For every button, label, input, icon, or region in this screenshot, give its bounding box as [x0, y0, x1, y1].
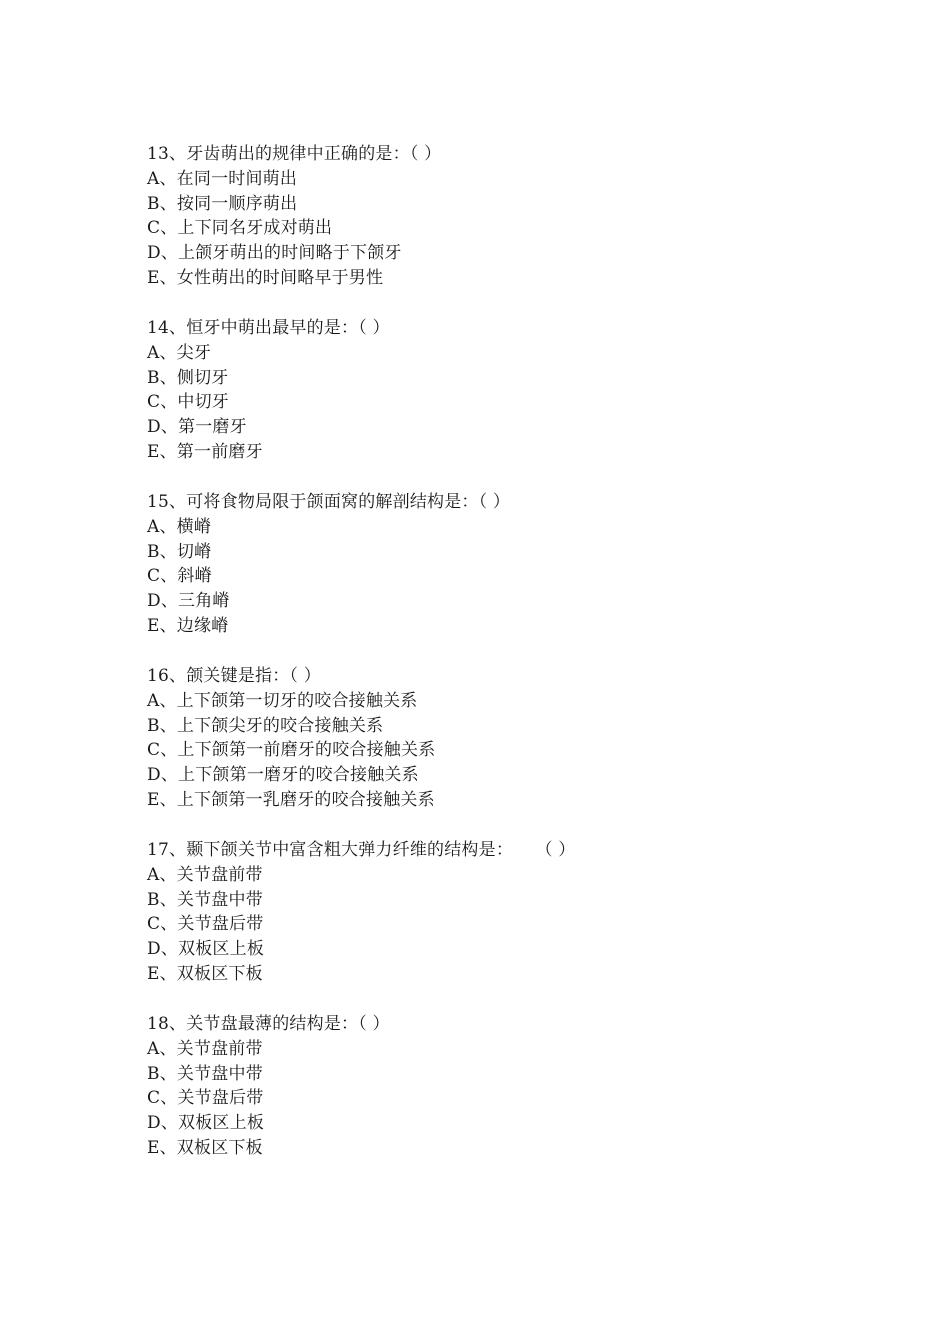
question-stem: 18、关节盘最薄的结构是：（ ） [147, 1014, 390, 1034]
option-d: D、双板区上板 [147, 939, 265, 960]
question-18 [147, 1012, 847, 1161]
option-b: B、侧切牙 [147, 367, 229, 388]
option-a: A、尖牙 [147, 342, 212, 363]
question-stem: 15、可将食物局限于颌面窝的解剖结构是：（ ） [147, 492, 511, 512]
option-c: C、斜嵴 [147, 566, 212, 587]
option-c: C、上下同名牙成对萌出 [147, 218, 333, 239]
option-e: E、上下颌第一乳磨牙的咬合接触关系 [147, 789, 435, 810]
question-stem: 17、颞下颌关节中富含粗大弹力纤维的结构是： （ ） [147, 840, 576, 860]
option-b: B、上下颌尖牙的咬合接触关系 [147, 715, 384, 736]
question-14 [147, 316, 847, 465]
question-stem: 16、颌关键是指：（ ） [147, 666, 321, 686]
option-b: B、按同一顺序萌出 [147, 193, 298, 214]
question-17 [147, 838, 847, 987]
option-e: E、边缘嵴 [147, 615, 229, 636]
question-stem: 13、牙齿萌出的规律中正确的是：（ ） [147, 144, 442, 164]
option-a: A、上下颌第一切牙的咬合接触关系 [147, 690, 418, 711]
question-15 [147, 490, 847, 639]
option-e: E、第一前磨牙 [147, 441, 263, 462]
option-d: D、第一磨牙 [147, 417, 247, 438]
option-d: D、上下颌第一磨牙的咬合接触关系 [147, 765, 419, 786]
option-e: E、双板区下板 [147, 1137, 263, 1158]
option-a: A、关节盘前带 [147, 1038, 263, 1059]
question-13 [147, 142, 847, 291]
option-b: B、关节盘中带 [147, 889, 263, 910]
question-16 [147, 664, 847, 813]
option-d: D、上颌牙萌出的时间略于下颌牙 [147, 243, 402, 264]
option-b: B、关节盘中带 [147, 1063, 263, 1084]
option-c: C、中切牙 [147, 392, 230, 413]
option-d: D、三角嵴 [147, 591, 230, 612]
option-d: D、双板区上板 [147, 1113, 265, 1134]
option-c: C、上下颌第一前磨牙的咬合接触关系 [147, 740, 436, 761]
question-stem: 14、恒牙中萌出最早的是：（ ） [147, 318, 390, 338]
option-e: E、双板区下板 [147, 963, 263, 984]
option-e: E、女性萌出的时间略早于男性 [147, 267, 384, 288]
option-c: C、关节盘后带 [147, 1088, 264, 1109]
option-a: A、在同一时间萌出 [147, 168, 298, 189]
option-a: A、关节盘前带 [147, 864, 263, 885]
option-a: A、横嵴 [147, 516, 212, 537]
option-c: C、关节盘后带 [147, 914, 264, 935]
option-b: B、切嵴 [147, 541, 212, 562]
